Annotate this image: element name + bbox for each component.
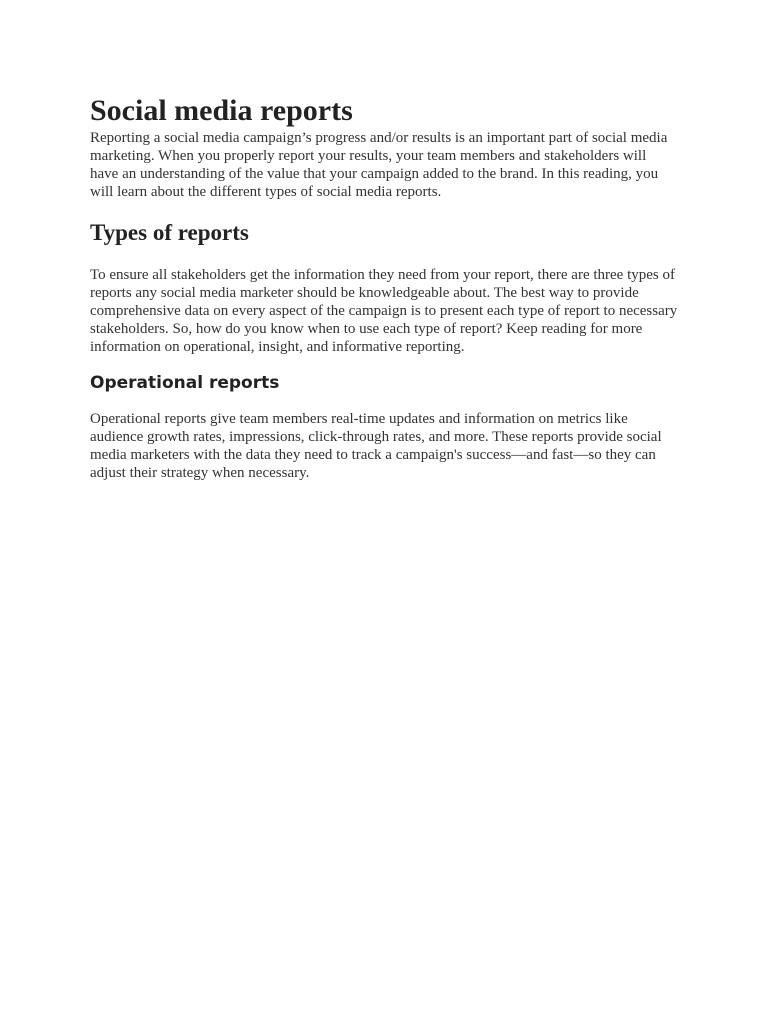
types-of-reports-paragraph: To ensure all stakeholders get the information they need from your report, there are three types of reports any social media marketer should be knowledgeable about. The best way to provide comprehensive data on every aspect of the campaign is to present each type of report to necessary stakeholders. So, how do you know when to use each type of report? Keep reading for more information on operational, insight, and informative reporting. [90,267,678,355]
operational-reports-heading: Operational reports [90,373,280,393]
operational-reports-paragraph: Operational reports give team members real-time updates and information on metrics like audience growth rates, impressions, click-through rates, and more. These reports provide social media marketers with the data they need to track a campaign's success—and fast—so they can adjust their strategy when necessary. [90,411,662,481]
types-of-reports-heading: Types of reports [90,220,249,245]
page-title: Social media reports [90,94,353,127]
document-page [90,93,678,482]
intro-paragraph: Reporting a social media campaign’s progress and/or results is an important part of social media marketing. When you properly report your results, your team members and stakeholders will have an understanding of the value that your campaign added to the brand. In this reading, you will learn about the different types of social media reports. [90,130,668,200]
